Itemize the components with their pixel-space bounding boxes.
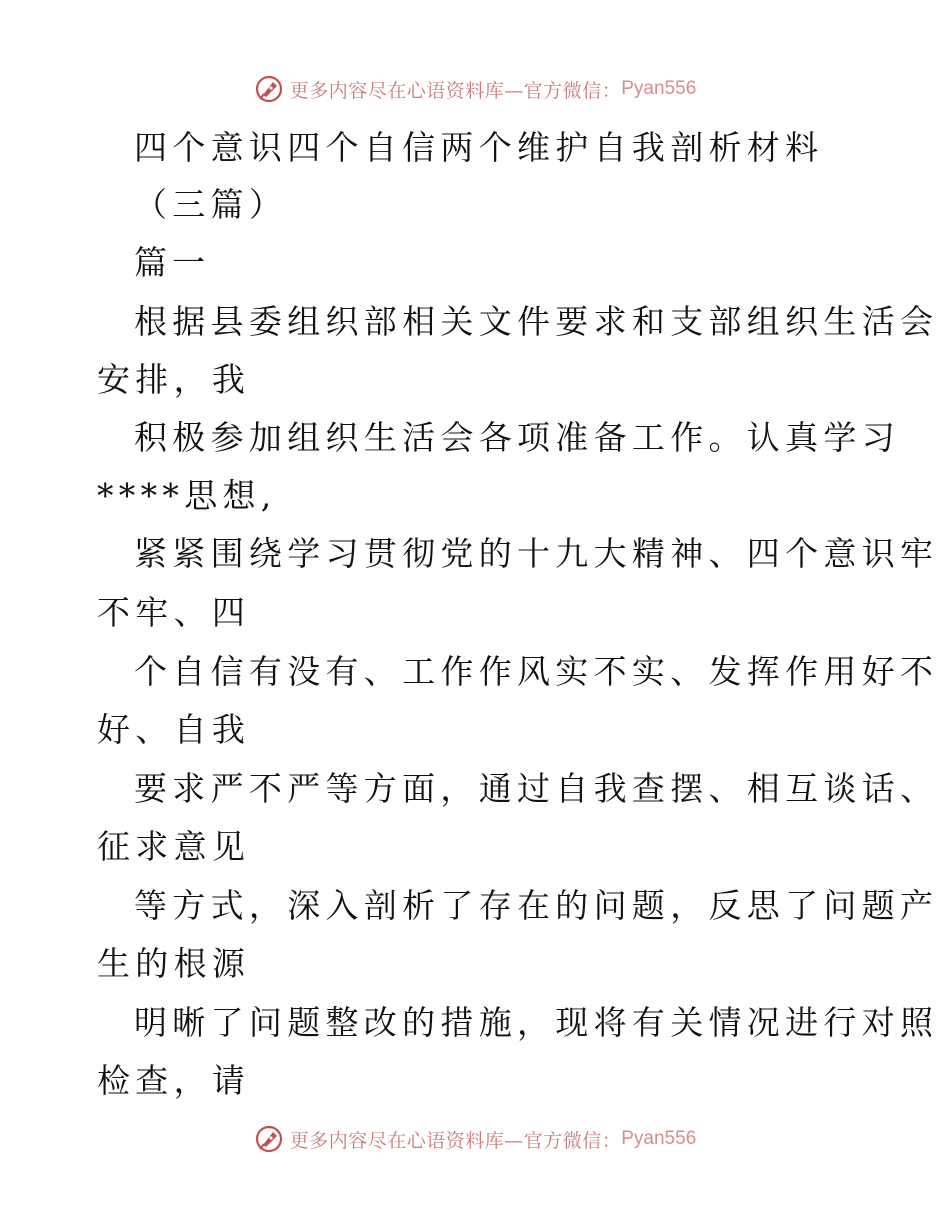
body-line: 安排，我 <box>97 360 251 399</box>
document-subtitle: （三篇） <box>134 185 288 224</box>
header-banner <box>0 71 950 107</box>
body-line: 要求严不严等方面，通过自我查摆、相互谈话、 <box>134 769 939 808</box>
body-line: 征求意见 <box>97 827 251 866</box>
body-line: 检查，请 <box>97 1061 251 1100</box>
body-line: 紧紧围绕学习贯彻党的十九大精神、四个意识牢 <box>134 534 939 573</box>
body-line: 根据县委组织部相关文件要求和支部组织生活会 <box>134 302 939 341</box>
footer-banner <box>0 1121 950 1157</box>
body-line: 生的根源 <box>97 944 251 983</box>
body-line: 个自信有没有、工作作风实不实、发挥作用好不 <box>134 652 939 691</box>
pen-nib-logo-icon <box>254 1124 284 1154</box>
body-line: 明晰了问题整改的措施，现将有关情况进行对照 <box>134 1003 939 1042</box>
body-line: 不牢、四 <box>97 593 251 632</box>
banner-wechat-id: Pyan556 <box>621 1128 697 1149</box>
banner-text: 更多内容尽在心语资料库—官方微信： <box>289 79 622 102</box>
document-title: 四个意识四个自信两个维护自我剖析材料 <box>134 128 824 167</box>
section-heading: 篇一 <box>134 243 211 282</box>
pen-nib-logo-icon <box>254 74 284 104</box>
banner-wechat-id: Pyan556 <box>621 78 697 99</box>
body-line: 等方式，深入剖析了存在的问题，反思了问题产 <box>134 886 939 925</box>
body-line: ****思想, <box>97 476 277 515</box>
body-line: 积极参加组织生活会各项准备工作。认真学习 <box>134 418 900 457</box>
banner-text: 更多内容尽在心语资料库—官方微信： <box>289 1129 622 1152</box>
body-line: 好、自我 <box>97 710 251 749</box>
